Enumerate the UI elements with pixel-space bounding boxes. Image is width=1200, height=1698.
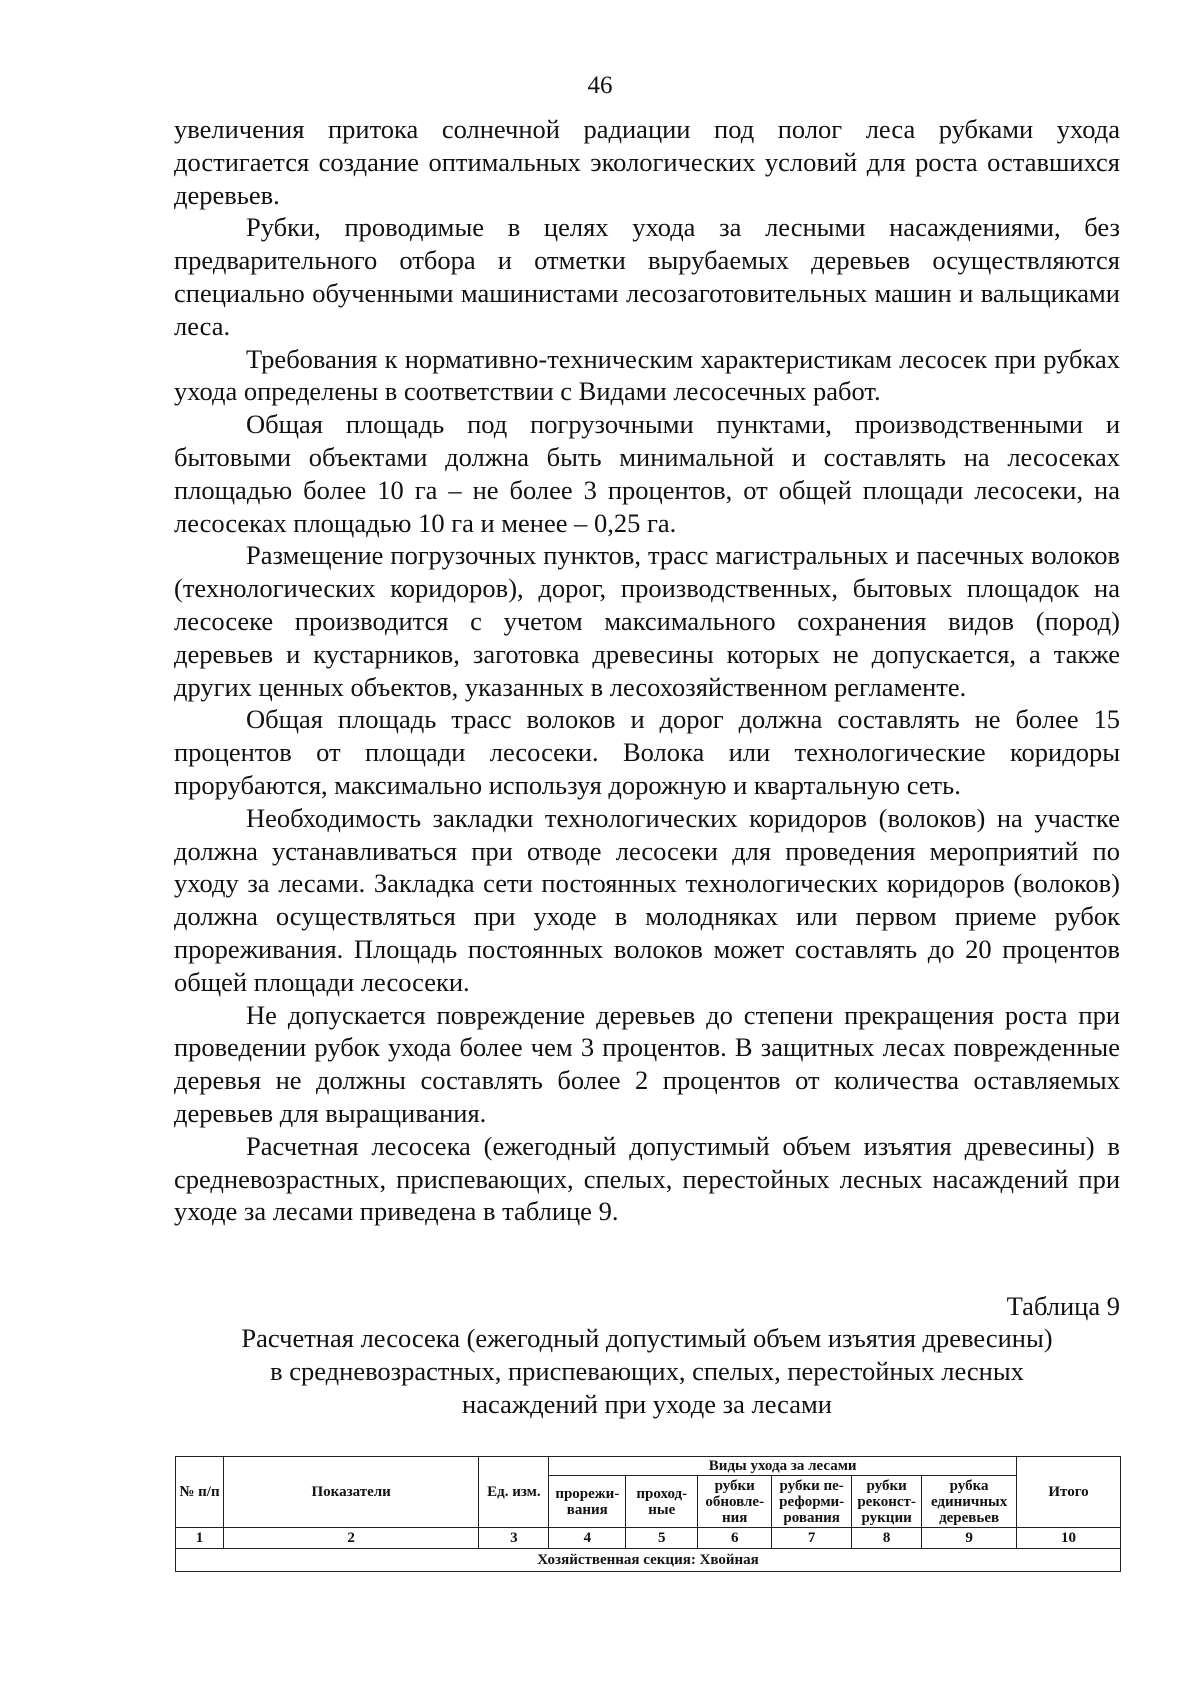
paragraph: Требования к нормативно-техническим характеристикам лесосек при рубках ухода определены в соответствии с Видами лесосечных работ.: [174, 343, 1120, 407]
table-title: [174, 1322, 1120, 1420]
section-heading: Хозяйственная секция: Хвойная: [176, 1549, 1121, 1572]
cutting-area-table: [175, 1456, 1121, 1572]
table-row: [176, 1528, 1121, 1549]
paragraph: Необходимость закладки технологических коридоров (волоков) на участке должна устанавливаться при отводе лесосеки для проведения мероприятий по уходу за лесами. Закладка сети постоянных технологических коридоров (волоков) должна осуществляться при уходе в молодняках или первом приеме рубок прореживания. Площадь постоянных волоков может составлять до 20 процентов общей площади лесосеки.: [174, 802, 1120, 997]
table-label: Таблица 9: [1006, 1291, 1120, 1321]
paragraph: Общая площадь под погрузочными пунктами, производственными и бытовыми объектами должна быть минимальной и составлять на лесосеках площадью более 10 га – не более 3 процентов, от общей площади лесосеки, на лесосеках площадью 10 га и менее – 0,25 га.: [174, 409, 1120, 538]
column-number: 9: [922, 1528, 1017, 1549]
column-number: 3: [479, 1528, 549, 1549]
header-single-trees: рубка единичных деревьев: [922, 1476, 1017, 1528]
table-title-line: в средневозрастных, приспевающих, спелых, перестойных лесных: [270, 1355, 1024, 1386]
header-unit: Ед. изм.: [479, 1457, 549, 1528]
column-number: 10: [1017, 1528, 1121, 1549]
paragraph: Общая площадь трасс волоков и дорог должна составлять не более 15 процентов от площади лесосеки. Волока или технологические коридоры прорубаются, максимально используя дорожную и квартальную сеть.: [174, 704, 1120, 800]
column-number: 7: [772, 1528, 852, 1549]
table-title-line: насаждений при уходе за лесами: [462, 1388, 832, 1419]
paragraph: Рубки, проводимые в целях ухода за лесными насаждениями, без предварительного отбора и отметки вырубаемых деревьев осуществляются специально обученными машинистами лесозаготовительных машин и вальщиками леса.: [174, 212, 1120, 341]
column-number: 4: [549, 1528, 626, 1549]
table-title-line: Расчетная лесосека (ежегодный допустимый объем изъятия древесины): [241, 1323, 1053, 1353]
column-number: 6: [698, 1528, 772, 1549]
body-text: [174, 113, 1120, 1228]
paragraph: Расчетная лесосека (ежегодный допустимый объем изъятия древесины) в средневозрастных, приспевающих, спелых, перестойных лесных насаждений при уходе за лесами приведена в таблице 9.: [174, 1130, 1120, 1227]
paragraph: увеличения притока солнечной радиации под полог леса рубками ухода достигается создание оптимальных экологических условий для роста оставшихся деревьев.: [174, 114, 1120, 210]
page-number: 46: [587, 72, 613, 99]
paragraph: Не допускается повреждение деревьев до степени прекращения роста при проведении рубок ухода более чем 3 процентов. В защитных лесах поврежденные деревья не должны составлять более 2 процентов от количества оставляемых деревьев для выращивания.: [174, 999, 1120, 1128]
column-number: 1: [176, 1528, 224, 1549]
header-care-types: Виды ухода за лесами: [549, 1457, 1017, 1476]
header-num: № п/п: [176, 1457, 224, 1528]
header-reformation: рубки пе-реформи-рования: [772, 1476, 852, 1528]
column-number: 2: [223, 1528, 479, 1549]
column-number: 5: [626, 1528, 698, 1549]
paragraph: Размещение погрузочных пунктов, трасс магистральных и пасечных волоков (технологических коридоров), дорог, производственных, бытовых площадок на лесосеке производится с учетом максимального сохранения видов (пород) деревьев и кустарников, заготовка древесины которых не допускается, а также других ценных объектов, указанных в лесохозяйственном регламенте.: [174, 540, 1120, 702]
header-indicators: Показатели: [223, 1457, 479, 1528]
column-number: 8: [852, 1528, 922, 1549]
header-reconstruction: рубки реконст-рукции: [852, 1476, 922, 1528]
header-total: Итого: [1017, 1457, 1121, 1528]
header-passing: проход-ные: [626, 1476, 698, 1528]
table-row: [176, 1549, 1121, 1572]
header-renewal: рубки обновле-ния: [698, 1476, 772, 1528]
header-thinning: прорежи-вания: [549, 1476, 626, 1528]
